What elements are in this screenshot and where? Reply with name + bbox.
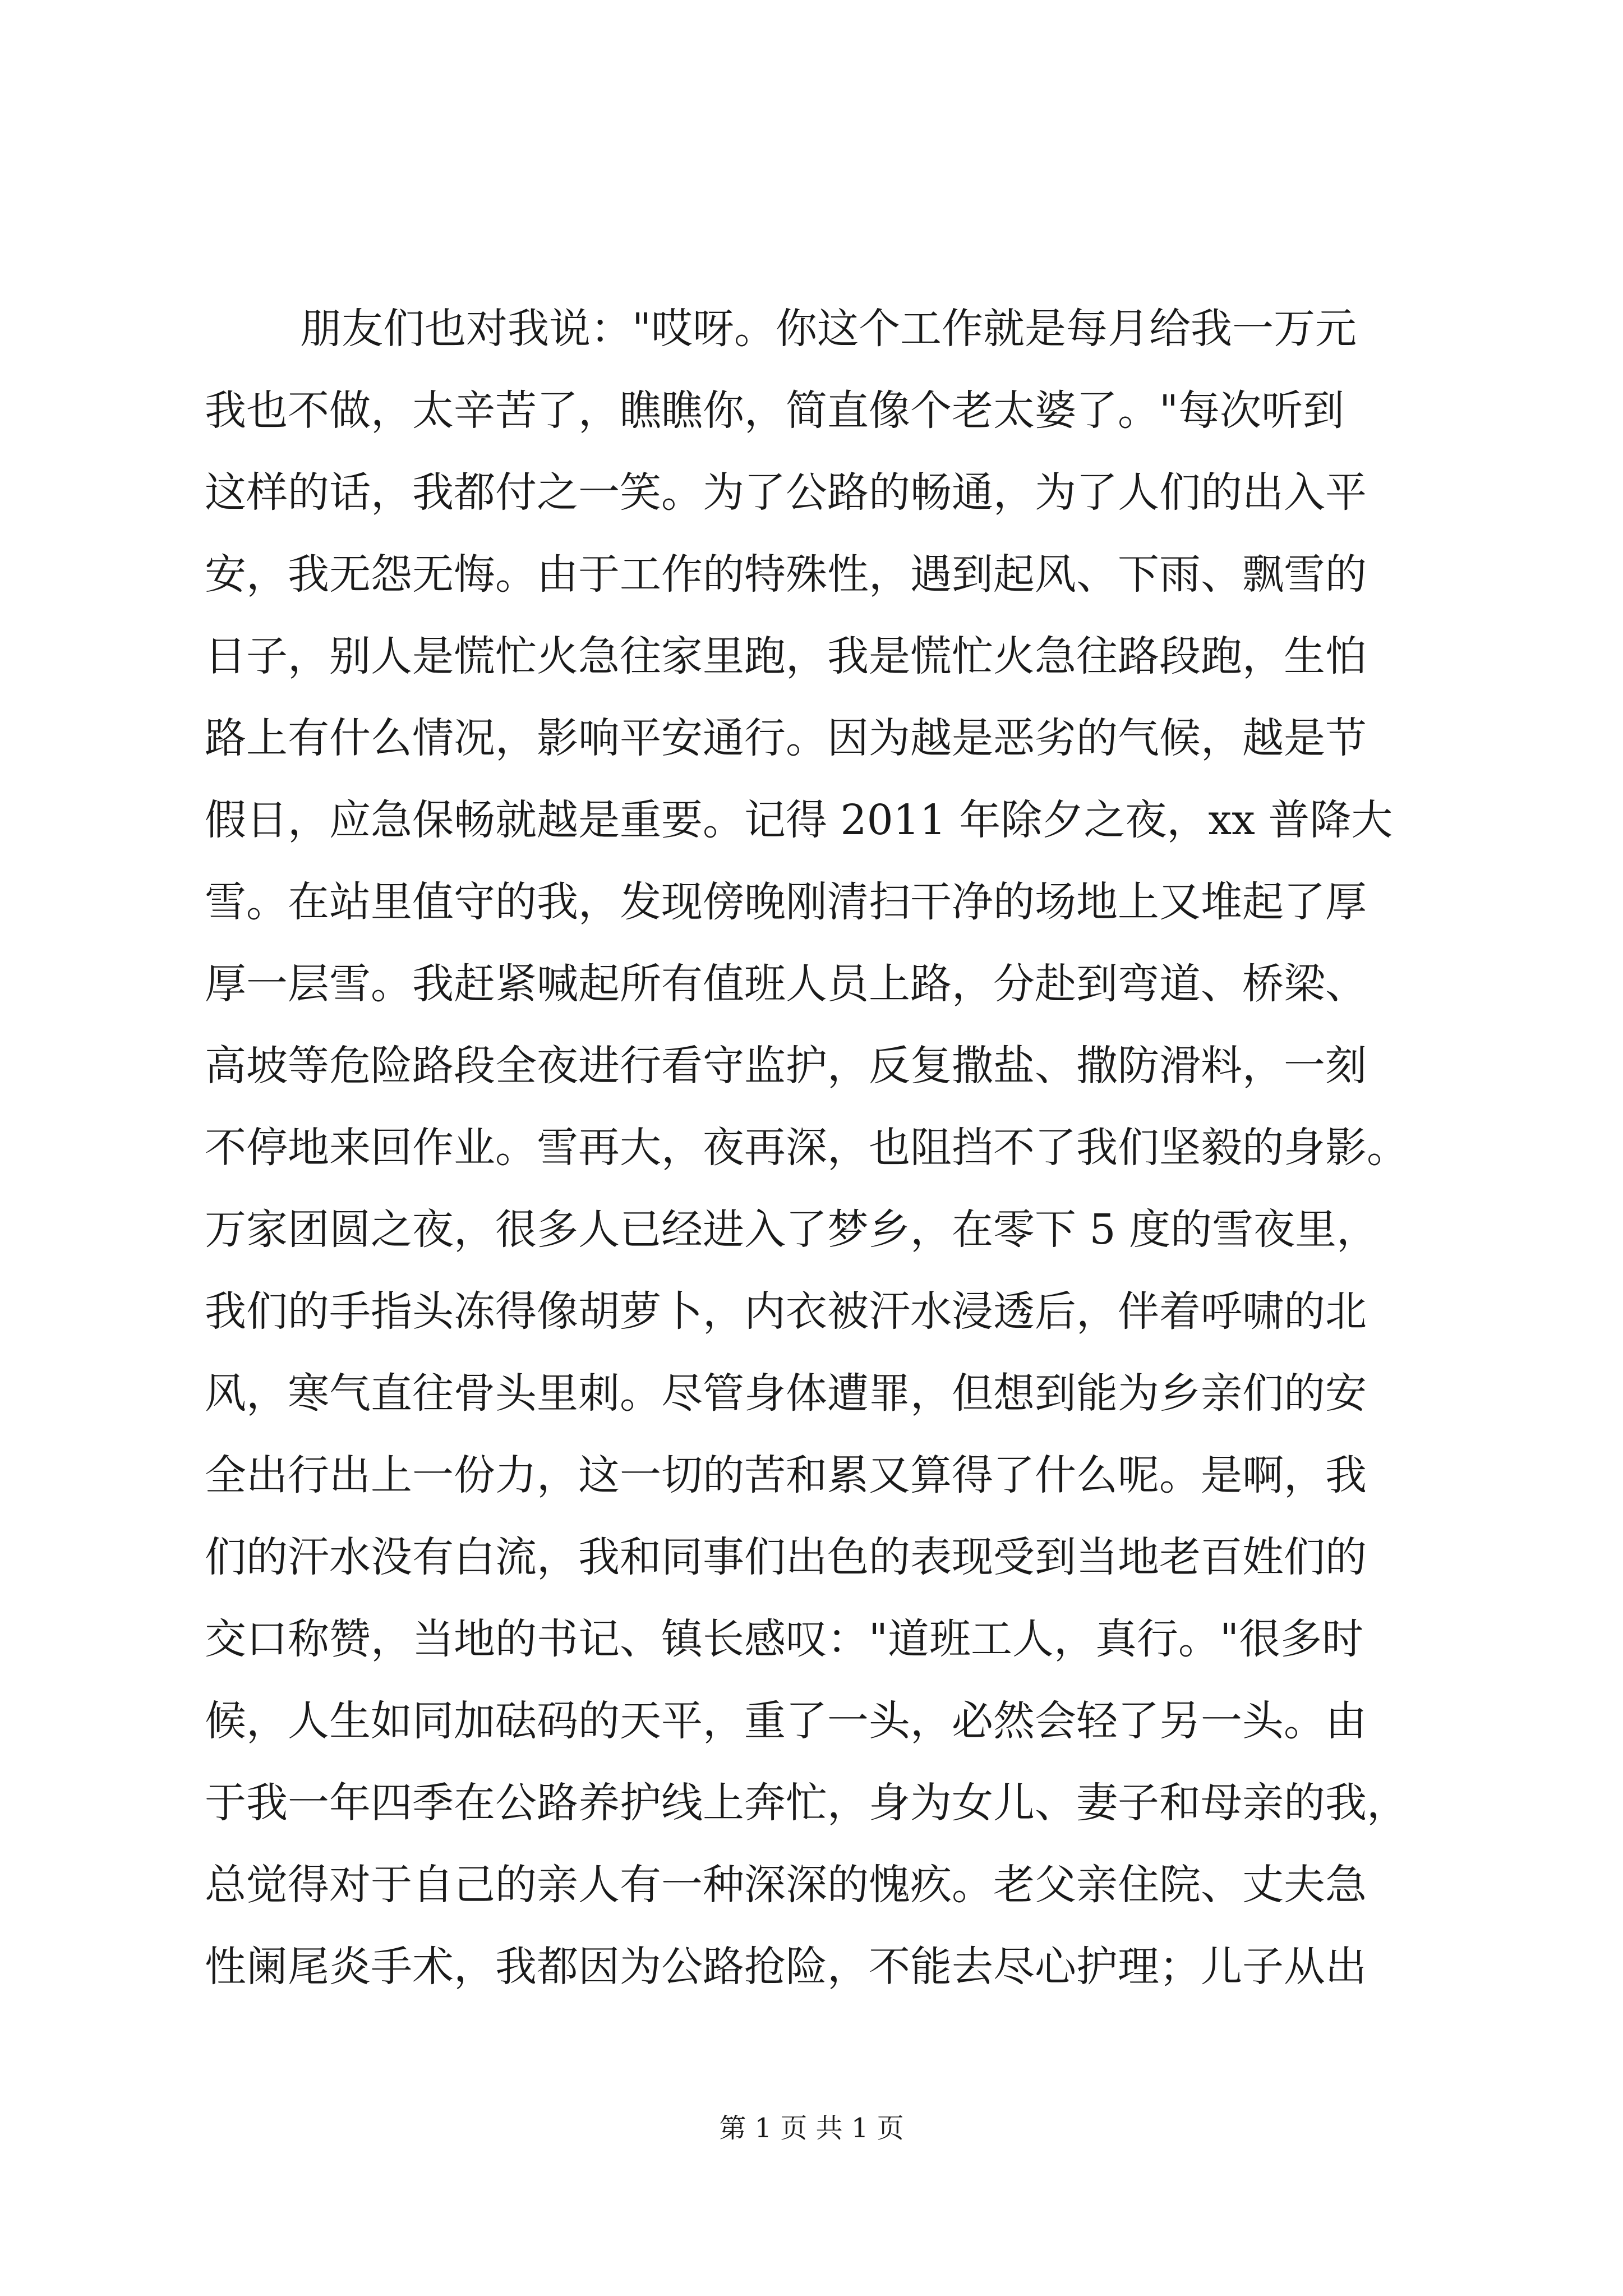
text-line: 全出行出上一份力，这一切的苦和累又算得了什么呢。是啊，我 xyxy=(205,1451,1367,1499)
text-line: 万家团圆之夜，很多人已经进入了梦乡，在零下 5 度的雪夜里， xyxy=(205,1205,1378,1254)
page-number-footer: 第 1 页 共 1 页 xyxy=(719,2113,904,2144)
text-line: 们的汗水没有白流，我和同事们出色的表现受到当地老百姓们的 xyxy=(205,1533,1367,1581)
text-line: 厚一层雪。我赶紧喊起所有值班人员上路，分赴到弯道、桥梁、 xyxy=(205,960,1367,1008)
text-line: 不停地来回作业。雪再大，夜再深，也阻挡不了我们坚毅的身影。 xyxy=(205,1124,1408,1172)
text-line: 高坡等危险路段全夜进行看守监护，反复撒盐、撒防滑料，一刻 xyxy=(205,1042,1367,1090)
text-line: 这样的话，我都付之一笑。为了公路的畅通，为了人们的出入平 xyxy=(205,468,1367,517)
text-line: 路上有什么情况，影响平安通行。因为越是恶劣的气候，越是节 xyxy=(205,714,1367,762)
body-paragraph xyxy=(205,303,1416,2023)
text-line: 我也不做，太辛苦了，瞧瞧你，简直像个老太婆了。"每次听到 xyxy=(205,386,1345,435)
text-line: 交口称赞，当地的书记、镇长感叹："道班工人，真行。"很多时 xyxy=(205,1615,1364,1663)
text-line: 假日，应急保畅就越是重要。记得 2011 年除夕之夜，xx 普降大 xyxy=(205,796,1393,844)
text-line: 候，人生如同加砝码的天平，重了一头，必然会轻了另一头。由 xyxy=(205,1697,1367,1745)
text-line: 于我一年四季在公路养护线上奔忙，身为女儿、妻子和母亲的我， xyxy=(205,1779,1408,1827)
text-line: 朋友们也对我说："哎呀。你这个工作就是每月给我一万元 xyxy=(300,305,1357,353)
text-line: 雪。在站里值守的我，发现傍晚刚清扫干净的场地上又堆起了厚 xyxy=(205,878,1367,926)
text-line: 我们的手指头冻得像胡萝卜，内衣被汗水浸透后，伴着呼啸的北 xyxy=(205,1287,1367,1336)
text-line: 风，寒气直往骨头里刺。尽管身体遭罪，但想到能为乡亲们的安 xyxy=(205,1369,1367,1418)
text-line: 性阑尾炎手术，我都因为公路抢险，不能去尽心护理；儿子从出 xyxy=(205,1943,1367,1991)
text-line: 日子，别人是慌忙火急往家里跑，我是慌忙火急往路段跑，生怕 xyxy=(205,632,1367,680)
text-line: 总觉得对于自己的亲人有一种深深的愧疚。老父亲住院、丈夫急 xyxy=(205,1861,1367,1909)
text-line: 安，我无怨无悔。由于工作的特殊性，遇到起风、下雨、飘雪的 xyxy=(205,550,1367,599)
